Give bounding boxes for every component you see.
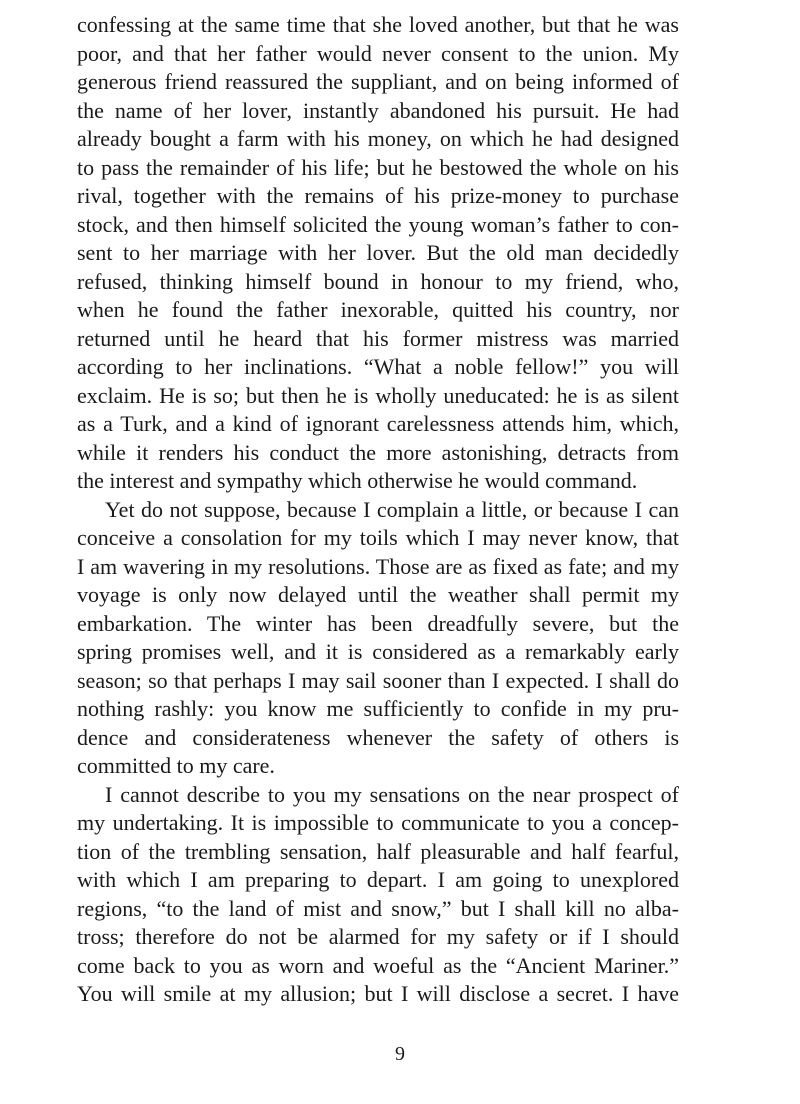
text-line: when he found the father inexorable, quitted his country, nor — [77, 297, 679, 322]
text-line: generous friend reassured the suppliant, and on being informed of — [77, 69, 679, 94]
text-line: dence and considerateness whenever the safety of others is — [77, 724, 679, 750]
text-line: regions, “to the land of mist and snow,” but I shall kill no alba- — [77, 895, 679, 921]
text-line: You will smile at my allusion; but I will disclose a secret. I have — [77, 981, 679, 1006]
text-line: come back to you as worn and woeful as the “Ancient Mariner.” — [77, 952, 679, 978]
text-line: rival, together with the remains of his prize-money to purchase — [77, 183, 679, 208]
paragraph-3 — [77, 781, 679, 1009]
text-line: spring promises well, and it is considered as a remarkably early — [77, 639, 679, 664]
text-line: tross; therefore do not be alarmed for my safety or if I should — [77, 924, 679, 949]
text-line: embarkation. The winter has been dreadfully severe, but the — [77, 610, 679, 636]
text-line: with which I am preparing to depart. I am going to unexplored — [77, 867, 679, 892]
text-line: I am wavering in my resolutions. Those are as fixed as fate; and my — [77, 553, 679, 579]
text-line: refused, thinking himself bound in honour to my friend, who, — [77, 268, 679, 294]
text-line: stock, and then himself solicited the young woman’s father to con- — [77, 211, 679, 237]
text-line: tion of the trembling sensation, half pleasurable and half fearful, — [77, 838, 679, 864]
text-line: poor, and that her father would never consent to the union. My — [77, 40, 679, 66]
page-body — [77, 11, 679, 1009]
text-line: already bought a farm with his money, on which he had designed — [77, 126, 679, 151]
paragraph-2 — [77, 496, 679, 781]
text-line: exclaim. He is so; but then he is wholly uneducated: he is as silent — [77, 382, 679, 408]
text-line: returned until he heard that his former mistress was married — [77, 325, 679, 351]
paragraph-1 — [77, 11, 679, 496]
text-line: while it renders his conduct the more astonishing, detracts from — [77, 439, 679, 465]
text-line: committed to my care. — [77, 753, 275, 778]
text-line: confessing at the same time that she loved another, but that he was — [77, 12, 679, 37]
text-line: the name of her lover, instantly abandoned his pursuit. He had — [77, 97, 679, 123]
text-line: I cannot describe to you my sensations on the near prospect of — [105, 781, 679, 807]
text-line: my undertaking. It is impossible to communicate to you a concep- — [77, 810, 679, 835]
text-line: as a Turk, and a kind of ignorant carelessness attends him, which, — [77, 411, 679, 436]
text-line: sent to her marriage with her lover. But the old man decidedly — [77, 240, 679, 265]
text-line: to pass the remainder of his life; but he bestowed the whole on his — [77, 154, 679, 180]
page-number: 9 — [395, 1043, 405, 1065]
text-line: nothing rashly: you know me sufficiently to confide in my pru- — [77, 696, 679, 721]
text-line: conceive a consolation for my toils which I may never know, that — [77, 525, 679, 550]
text-line: voyage is only now delayed until the weather shall permit my — [77, 582, 679, 607]
text-line: season; so that perhaps I may sail sooner than I expected. I shall do — [77, 667, 679, 693]
text-line: Yet do not suppose, because I complain a little, or because I can — [105, 496, 679, 522]
text-line: the interest and sympathy which otherwise he would command. — [77, 468, 638, 493]
text-line: according to her inclinations. “What a noble fellow!” you will — [77, 354, 679, 379]
